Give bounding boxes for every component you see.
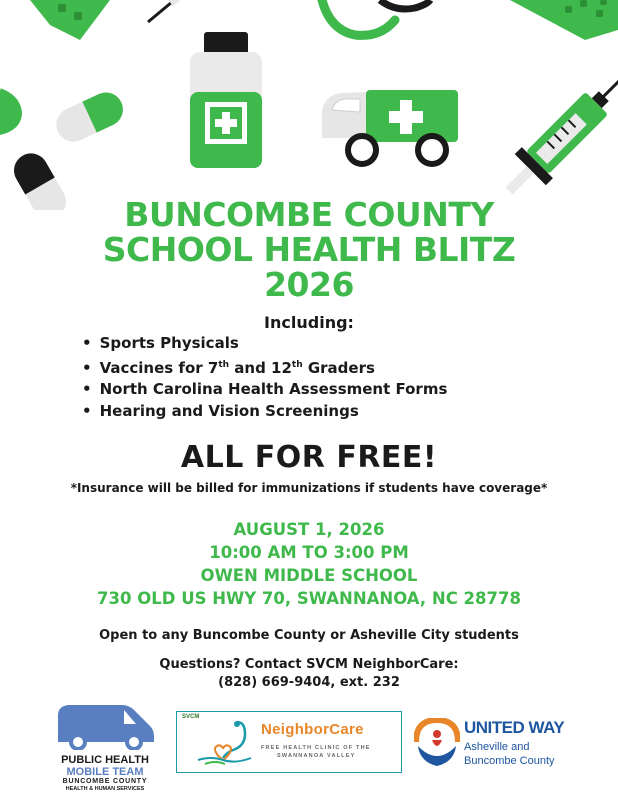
mobile-team-title: MOBILE TEAM xyxy=(66,766,144,778)
service-item: • Vaccines for 7th and 12th Graders xyxy=(82,355,447,380)
pill-icon xyxy=(51,87,129,147)
contact-phone: (828) 669-9404, ext. 232 xyxy=(218,675,400,690)
pill-icon xyxy=(0,86,22,135)
event-date: AUGUST 1, 2026 xyxy=(233,520,385,539)
van-icon xyxy=(50,702,160,750)
bandage-icon xyxy=(30,0,110,40)
insurance-note: *Insurance will be billed for immunizations if students have coverage* xyxy=(70,481,548,495)
ambulance-icon xyxy=(322,90,458,164)
title-line-2: SCHOOL HEALTH BLITZ xyxy=(102,230,516,269)
event-venue: OWEN MIDDLE SCHOOL xyxy=(200,566,418,585)
public-health-logo xyxy=(50,702,160,794)
free-headline: ALL FOR FREE! xyxy=(180,440,438,475)
header-illustrations xyxy=(0,0,618,210)
eligibility-text: Open to any Buncombe County or Asheville City students xyxy=(99,628,519,643)
united-way-hand-icon xyxy=(414,718,460,768)
contact-line-1: Questions? Contact SVCM NeighborCare: xyxy=(159,657,459,672)
medicine-bottle-icon xyxy=(190,32,262,168)
public-health-dept: HEALTH & HUMAN SERVICES xyxy=(65,786,145,792)
united-way-logo xyxy=(414,716,584,772)
public-health-title: PUBLIC HEALTH xyxy=(61,754,149,766)
neighborcare-name: NeighborCare xyxy=(261,721,364,738)
svcm-badge: SVCM xyxy=(182,714,200,720)
united-way-region-2: Buncombe County xyxy=(464,755,555,767)
stethoscope-heart-icon xyxy=(193,716,263,770)
service-item: • Hearing and Vision Screenings xyxy=(82,401,447,423)
neighborcare-tagline-2: SWANNANOA VALLEY xyxy=(277,753,356,759)
including-label: Including: xyxy=(264,313,354,332)
united-way-region-1: Asheville and xyxy=(464,741,530,753)
public-health-county: BUNCOMBE COUNTY xyxy=(62,778,148,785)
service-item: • North Carolina Health Assessment Forms xyxy=(82,379,447,401)
united-way-name: UNITED WAY xyxy=(464,718,565,737)
event-address: 730 OLD US HWY 70, SWANNANOA, NC 28778 xyxy=(97,589,521,608)
bandage-icon xyxy=(510,0,618,40)
title-line-1: BUNCOMBE COUNTY xyxy=(124,195,494,234)
service-item: • Sports Physicals xyxy=(82,333,447,355)
neighborcare-logo xyxy=(176,711,402,773)
event-time: 10:00 AM TO 3:00 PM xyxy=(209,543,409,562)
neighborcare-tagline-1: FREE HEALTH CLINIC OF THE xyxy=(261,745,371,751)
services-list xyxy=(82,333,447,422)
title-year: 2026 xyxy=(264,265,354,304)
stethoscope-icon xyxy=(322,0,430,35)
syringe-icon xyxy=(494,52,618,206)
syringe-tip-icon xyxy=(148,0,187,22)
